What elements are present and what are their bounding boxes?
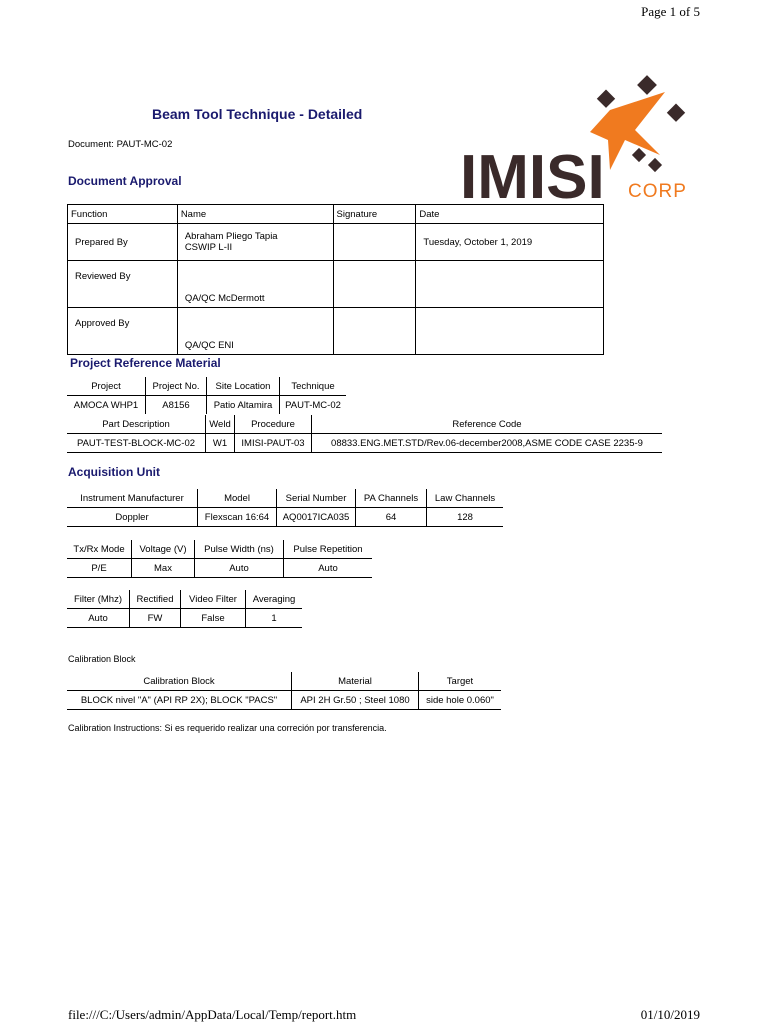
header-calibration-block: Calibration Block [67,672,292,691]
approval-header-row [68,205,604,224]
approval-table [67,204,604,355]
filter-header-row [67,590,302,609]
cell-signature [333,261,416,308]
header-procedure: Procedure [235,415,312,434]
value-target: side hole 0.060" [419,691,502,710]
header-video-filter: Video Filter [181,590,246,609]
header-pulse-width: Pulse Width (ns) [195,540,284,559]
value-material: API 2H Gr.50 ; Steel 1080 [292,691,419,710]
header-function: Function [68,205,178,224]
imisi-corp-logo [460,70,700,210]
header-txrx-mode: Tx/Rx Mode [67,540,132,559]
value-law-channels: 128 [427,508,504,527]
header-filter: Filter (Mhz) [67,590,130,609]
cell-signature [333,224,416,261]
calibration-table [67,672,501,710]
acquisition-heading: Acquisition Unit [68,465,160,479]
part-value-row [67,434,662,453]
cell-date: Tuesday, October 1, 2019 [416,224,604,261]
calibration-value-row [67,691,501,710]
cell-signature [333,308,416,355]
project-table [67,377,346,414]
header-signature: Signature [333,205,416,224]
value-manufacturer: Doppler [67,508,198,527]
value-serial-number: AQ0017ICA035 [277,508,356,527]
cell-name: QA/QC McDermott [177,261,333,308]
value-pulse-width: Auto [195,559,284,578]
approval-row-prepared [68,224,604,261]
header-rectified: Rectified [130,590,181,609]
calibration-label: Calibration Block [68,654,136,664]
calibration-header-row [67,672,501,691]
header-name: Name [177,205,333,224]
pulse-value-row [67,559,372,578]
value-project: AMOCA WHP1 [73,399,139,411]
project-value-row [67,396,346,415]
header-reference-code: Reference Code [312,415,663,434]
value-voltage: Max [132,559,195,578]
pulse-header-row [67,540,372,559]
cell-name: QA/QC ENI [177,308,333,355]
approval-row-approved [68,308,604,355]
value-part-description: PAUT-TEST-BLOCK-MC-02 [67,434,206,453]
part-header-row [67,415,662,434]
logo-text: IMISI [460,143,605,210]
cell-name [177,224,333,261]
header-part-description: Part Description [67,415,206,434]
pulse-table [67,540,372,578]
header-project-no: Project No. [146,377,207,396]
cell-date [416,261,604,308]
value-averaging: 1 [246,609,303,628]
value-pulse-repetition: Auto [284,559,373,578]
header-instrument-manufacturer: Instrument Manufacturer [67,489,198,508]
instrument-table [67,489,503,527]
value-weld: W1 [206,434,235,453]
approval-row-reviewed [68,261,604,308]
cell-function: Approved By [68,308,178,355]
logo-subtext: CORP [628,181,687,202]
instrument-value-row [67,508,503,527]
value-procedure: IMISI-PAUT-03 [235,434,312,453]
header-technique: Technique [280,377,347,396]
value-technique: PAUT-MC-02 [280,396,347,415]
footer-file-path: file:///C:/Users/admin/AppData/Local/Temp/report.htm [68,1007,357,1022]
cell-function: Prepared By [68,224,178,261]
value-rectified: FW [130,609,181,628]
approval-heading: Document Approval [68,174,182,188]
value-pa-channels: 64 [356,508,427,527]
header-law-channels: Law Channels [427,489,504,508]
footer-date: 01/10/2019 [640,1007,700,1022]
header-target: Target [419,672,502,691]
header-pulse-repetition: Pulse Repetition [284,540,373,559]
header-model: Model [198,489,277,508]
name-line: Abraham Pliego Tapia [184,231,278,242]
value-project-no: A8156 [146,396,207,415]
value-txrx-mode: P/E [67,559,132,578]
page-number: Page 1 of 5 [641,4,700,19]
value-calibration-block: BLOCK nivel "A" (API RP 2X); BLOCK "PACS" [67,691,292,710]
value-video-filter: False [181,609,246,628]
header-averaging: Averaging [246,590,303,609]
header-site-location: Site Location [207,377,280,396]
document-label: Document: PAUT-MC-02 [68,139,173,150]
header-material: Material [292,672,419,691]
instrument-header-row [67,489,503,508]
header-serial-number: Serial Number [277,489,356,508]
calibration-instructions: Calibration Instructions: Si es requerido realizar una correción por transferencia. [68,723,387,733]
value-model: Flexscan 16:64 [198,508,277,527]
project-reference-heading: Project Reference Material [70,356,221,370]
cell-function: Reviewed By [68,261,178,308]
value-site-location: Patio Altamira [207,396,280,415]
part-table [67,415,662,453]
header-project: Project [67,377,146,396]
name-certification: CSWIP L-II [184,242,233,253]
header-weld: Weld [206,415,235,434]
header-date: Date [416,205,604,224]
header-pa-channels: PA Channels [356,489,427,508]
filter-table [67,590,302,628]
value-reference-code: 08833.ENG.MET.STD/Rev.06-december2008,ASME CODE CASE 2235-9 [312,434,663,453]
cell-date [416,308,604,355]
header-voltage: Voltage (V) [132,540,195,559]
report-title: Beam Tool Technique - Detailed [152,106,363,122]
project-header-row [67,377,346,396]
filter-value-row [67,609,302,628]
logo-graphic [460,70,700,210]
value-filter: Auto [67,609,130,628]
